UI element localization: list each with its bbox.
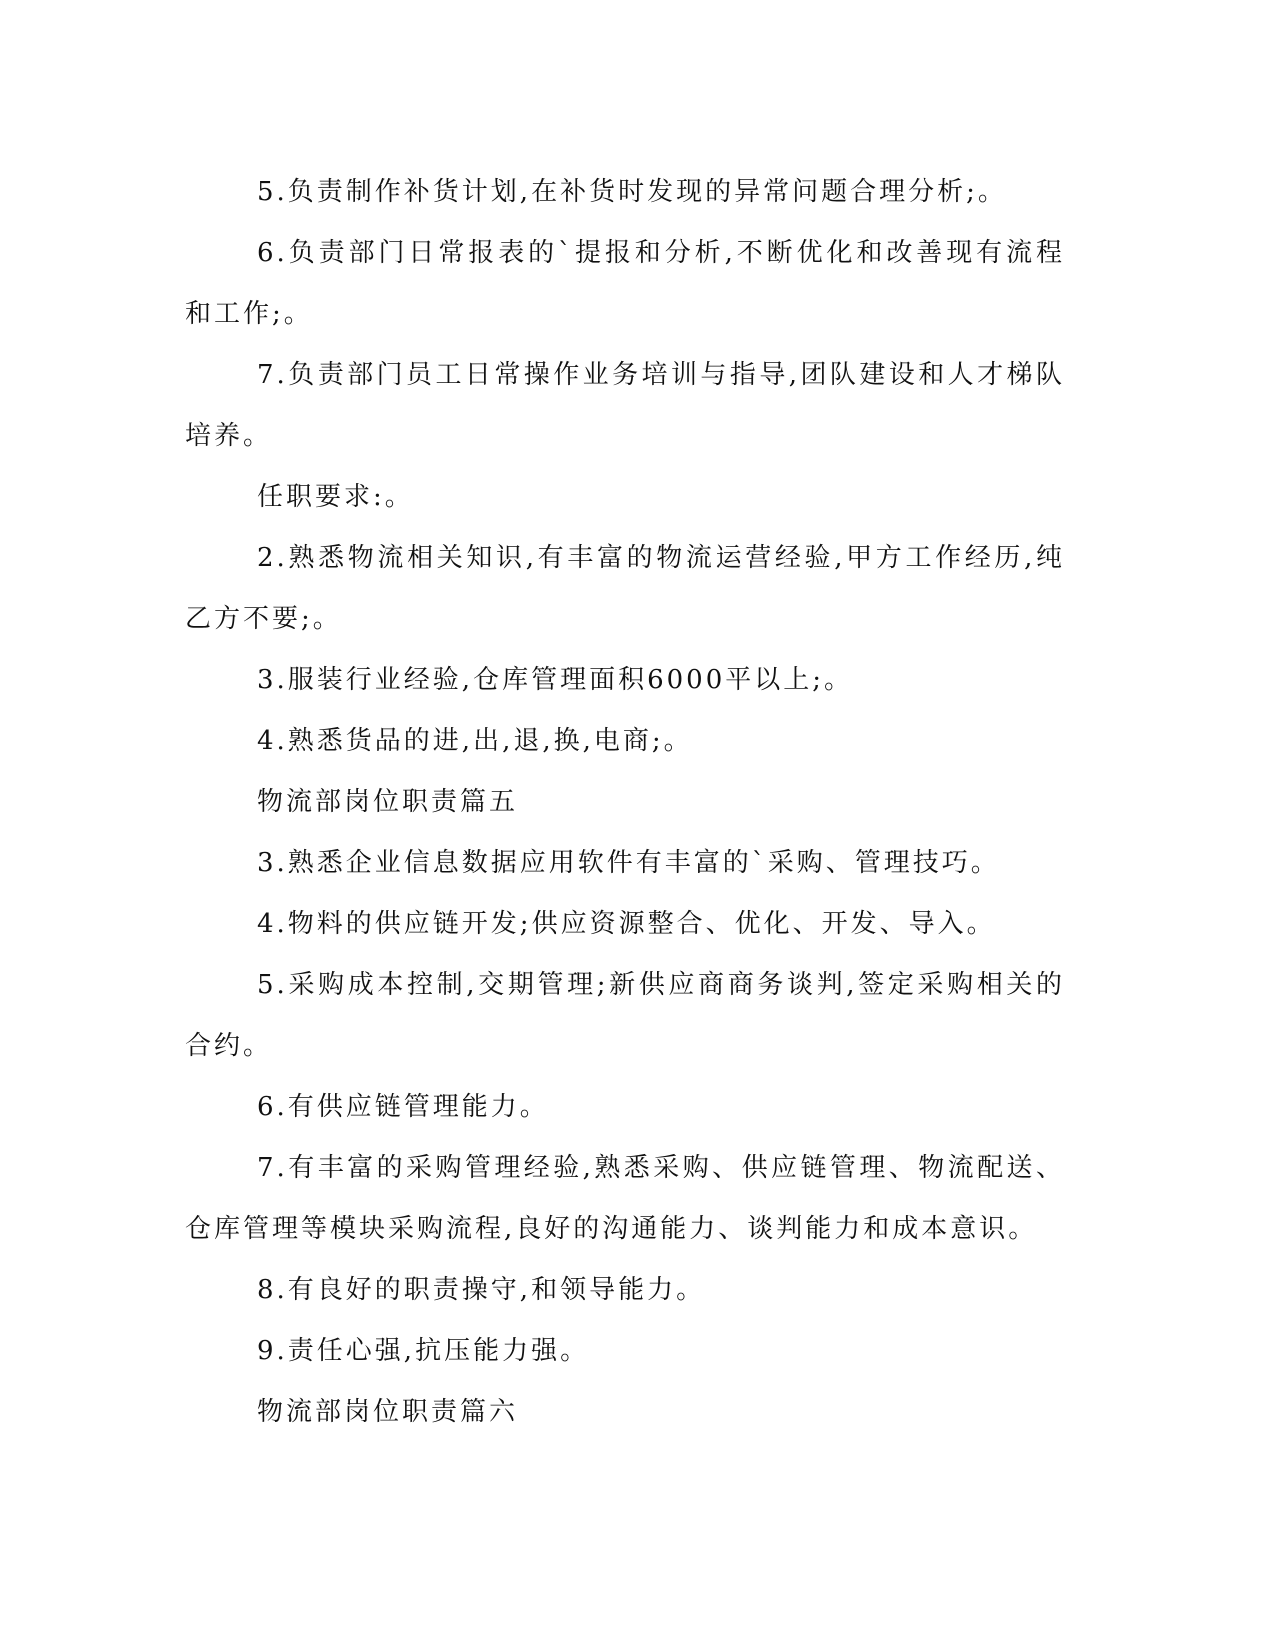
paragraph-requirement-4: 4.熟悉货品的进,出,退,换,电商;。 xyxy=(257,726,693,756)
paragraph-item-7-training: 7.负责部门员工日常操作业务培训与指导,团队建设和人才梯队培养。 xyxy=(185,360,1065,451)
paragraph-part5-item-7: 7.有丰富的采购管理经验,熟悉采购、供应链管理、物流配送、仓库管理等模块采购流程,良好的沟通能力、谈判能力和成本意识。 xyxy=(185,1153,1065,1244)
paragraph-part5-item-9: 9.责任心强,抗压能力强。 xyxy=(257,1336,590,1366)
section-heading-part-five: 物流部岗位职责篇五 xyxy=(257,787,519,817)
paragraph-item-5-replenishment: 5.负责制作补货计划,在补货时发现的异常问题合理分析;。 xyxy=(257,177,1007,207)
section-heading-part-six: 物流部岗位职责篇六 xyxy=(257,1397,519,1427)
section-label-requirements: 任职要求:。 xyxy=(257,482,414,512)
paragraph-part5-item-4: 4.物料的供应链开发;供应资源整合、优化、开发、导入。 xyxy=(257,909,996,939)
paragraph-item-6-reports: 6.负责部门日常报表的`提报和分析,不断优化和改善现有流程和工作;。 xyxy=(185,238,1065,329)
paragraph-part5-item-8: 8.有良好的职责操守,和领导能力。 xyxy=(257,1275,706,1305)
paragraph-part5-item-3: 3.熟悉企业信息数据应用软件有丰富的`采购、管理技巧。 xyxy=(257,848,1000,878)
paragraph-requirement-3: 3.服装行业经验,仓库管理面积6000平以上;。 xyxy=(257,665,853,695)
paragraph-part5-item-5: 5.采购成本控制,交期管理;新供应商商务谈判,签定采购相关的合约。 xyxy=(185,970,1065,1061)
paragraph-requirement-2: 2.熟悉物流相关知识,有丰富的物流运营经验,甲方工作经历,纯乙方不要;。 xyxy=(185,543,1065,634)
document-body xyxy=(185,162,1065,1443)
paragraph-part5-item-6: 6.有供应链管理能力。 xyxy=(257,1092,549,1122)
